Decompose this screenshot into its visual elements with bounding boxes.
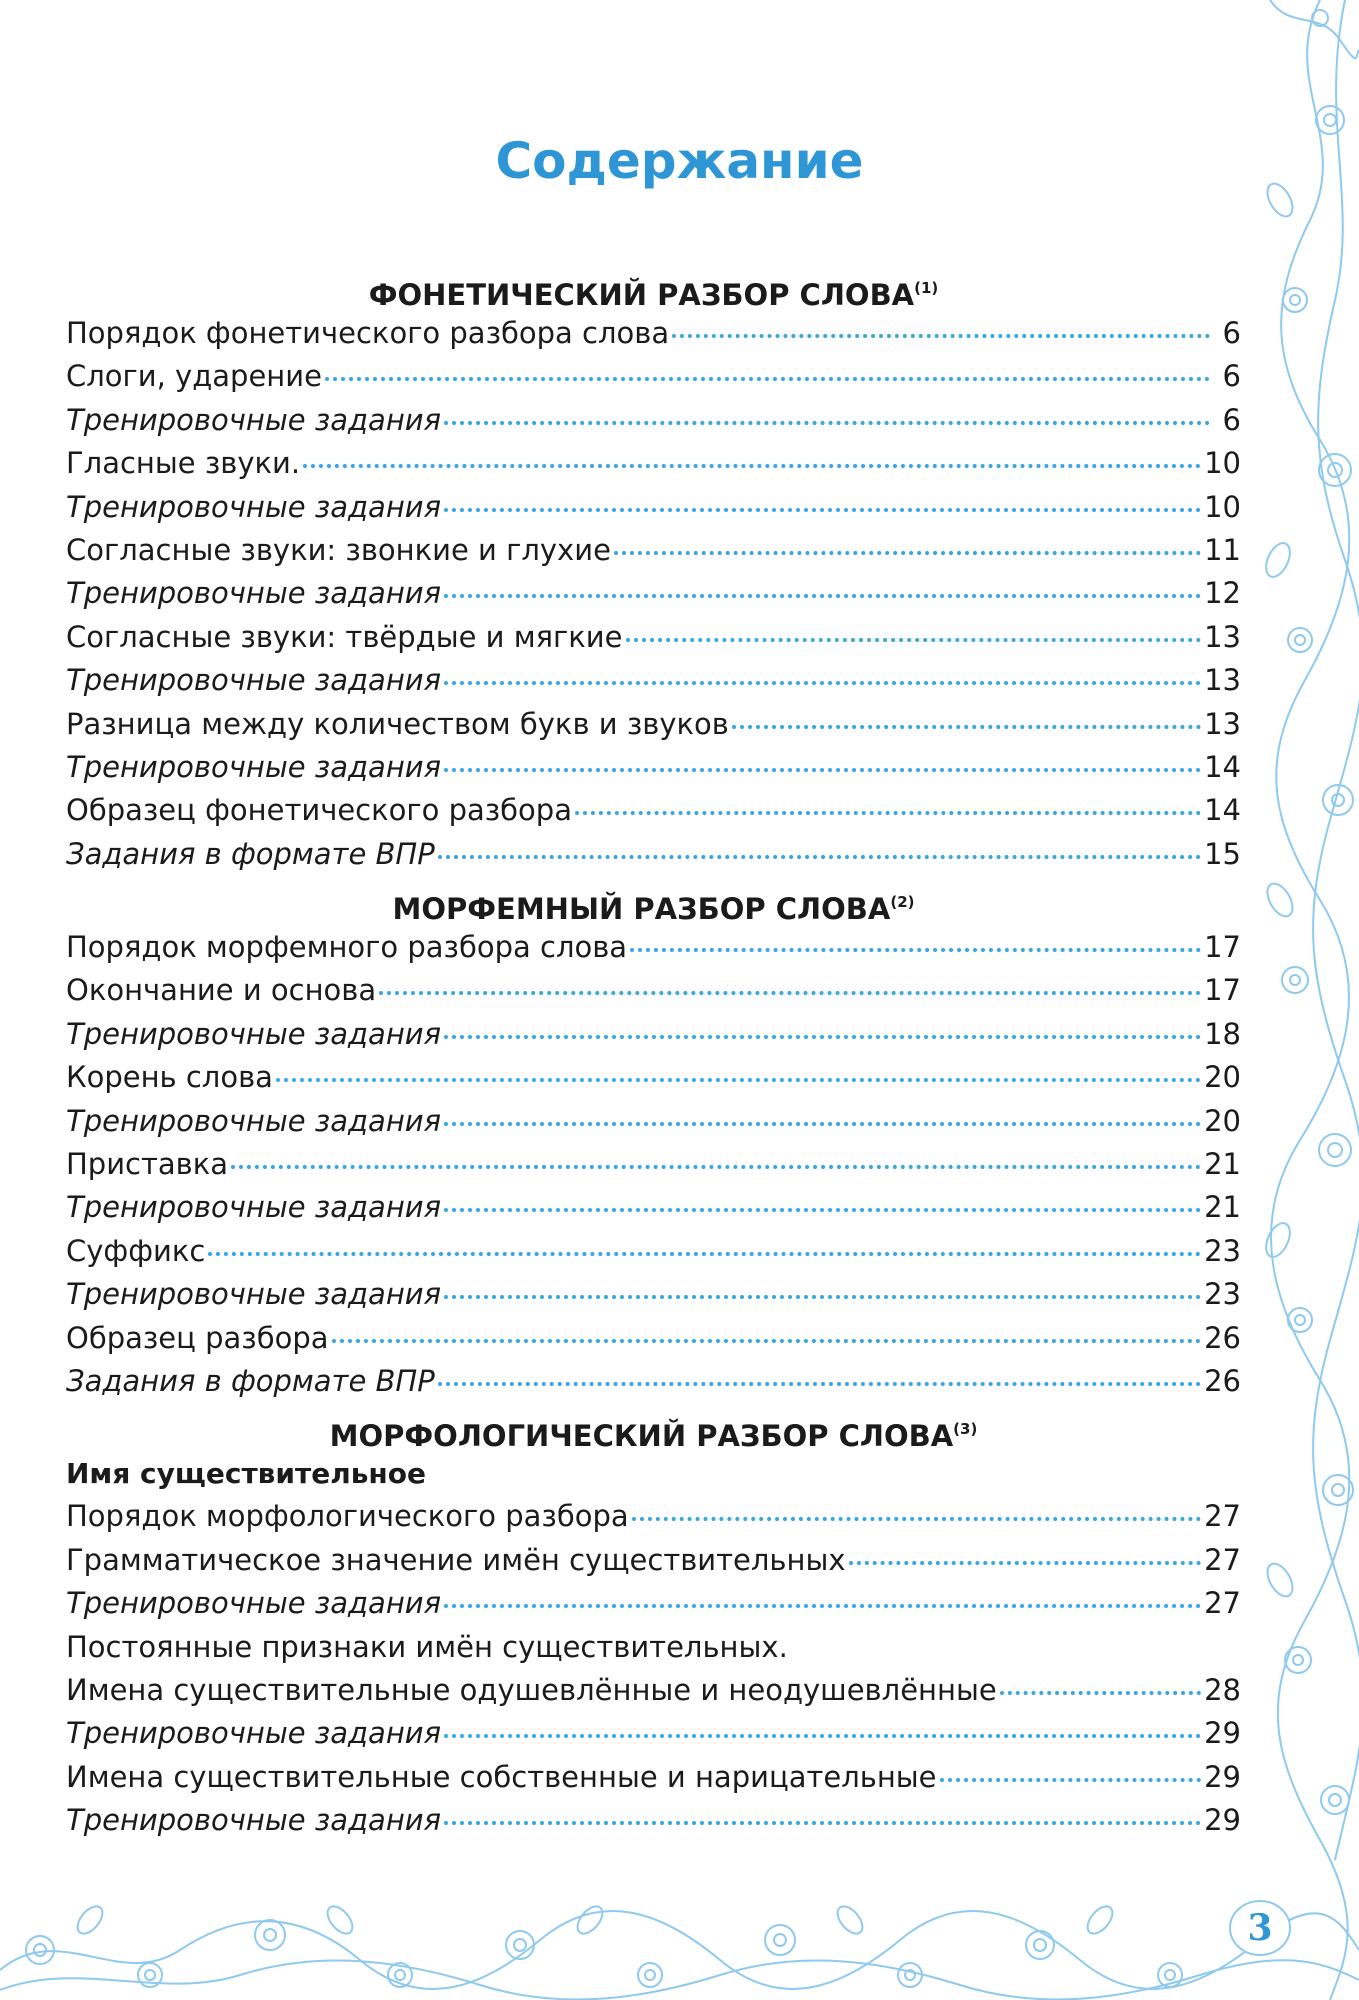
toc-entry[interactable] [66,1230,1241,1273]
footnote-marker: (2) [890,893,915,912]
toc-entry[interactable] [66,833,1241,876]
dot-leader [732,725,1201,729]
toc-entry-label: Тренировочные задания [66,1016,442,1051]
toc-entry-page: 14 [1204,749,1241,784]
toc-entry[interactable] [66,1712,1241,1755]
toc-entry-label: Тренировочные задания [66,402,442,437]
toc-entry-page: 29 [1204,1716,1241,1751]
toc-entry-page: 13 [1204,663,1241,698]
toc-entry-label: Имена существительные одушевлённые и неодушевлённые [66,1672,997,1707]
toc-entry-page: 28 [1204,1672,1241,1707]
toc-entry[interactable] [66,1626,1241,1669]
toc-entry-page: 10 [1204,489,1241,524]
page-number-badge [1222,1896,1298,1960]
toc-entry-label: Разница между количеством букв и звуков [66,706,729,741]
toc-entry[interactable] [66,1013,1241,1056]
toc-entry-label: Имена существительные собственные и нарицательные [66,1759,937,1794]
dot-leader [444,1734,1201,1738]
toc-entry[interactable] [66,399,1241,442]
toc-entry[interactable] [66,616,1241,659]
toc-entry-label: Суффикс [66,1233,206,1268]
toc-entry-page: 17 [1204,930,1241,965]
toc-entry-label: Задания в формате ВПР [66,836,435,871]
toc-entry-label: Образец разбора [66,1320,329,1355]
toc-entry-label: Согласные звуки: твёрдые и мягкие [66,619,623,654]
dot-leader [438,1382,1201,1386]
dot-leader [1000,1691,1201,1695]
dot-leader [444,594,1201,598]
toc-entry-page: 29 [1204,1759,1241,1794]
decorative-ornament-right [1250,0,1359,2000]
toc-entry-label: Постоянные признаки имён существительных. [66,1629,788,1664]
toc-entry[interactable] [66,789,1241,832]
toc-entry-label: Тренировочные задания [66,1586,442,1621]
toc-entry-page: 27 [1204,1586,1241,1621]
decorative-ornament-bottom [0,1880,1359,2000]
dot-leader [444,508,1201,512]
toc-entry-page: 15 [1204,836,1241,871]
toc-entry-label: Гласные звуки. [66,446,301,481]
toc-entry[interactable] [66,572,1241,615]
dot-leader [208,1252,1201,1256]
subsection-heading: Имя существительное [66,1457,427,1491]
toc-entry-page: 13 [1204,619,1241,654]
toc-entry-label: Тренировочные задания [66,1803,442,1838]
section-heading-text: ФОНЕТИЧЕСКИЙ РАЗБОР СЛОВА [368,278,915,312]
dot-leader [444,681,1201,685]
dot-leader [849,1561,1202,1565]
toc-entry-page: 6 [1222,402,1241,437]
toc-entry-label: Тренировочные задания [66,1716,442,1751]
toc-entry-page: 6 [1222,316,1241,350]
dot-leader [276,1078,1201,1082]
dot-leader [444,1604,1201,1608]
toc-entry-label: Окончание и основа [66,973,377,1008]
toc-entry[interactable] [66,1799,1241,1842]
toc-entry-page: 23 [1204,1277,1241,1312]
dot-leader [444,421,1210,425]
toc-entry-label: Тренировочные задания [66,576,442,611]
toc-entry[interactable] [66,1539,1241,1582]
dot-leader [332,1339,1202,1343]
dot-leader [614,551,1201,555]
toc-entry-page: 20 [1204,1103,1241,1138]
toc-entry-page: 14 [1204,793,1241,828]
toc-entry-page: 20 [1204,1060,1241,1095]
dot-leader [626,638,1202,642]
toc-entry-page: 29 [1204,1803,1241,1838]
toc-entry-label: Приставка [66,1147,229,1182]
section-heading-phonetic [66,264,1241,312]
dot-leader [231,1165,1201,1169]
toc-entry-label: Тренировочные задания [66,663,442,698]
toc-entry[interactable] [66,746,1241,789]
toc-entry-label: Образец фонетического разбора [66,793,572,828]
toc-entry-page: 27 [1204,1499,1241,1534]
toc-entry-label: Порядок морфемного разбора слова [66,930,628,965]
dot-leader [444,1821,1201,1825]
toc-entry-page: 21 [1204,1190,1241,1225]
dot-leader [444,768,1201,772]
toc-entry-page: 13 [1204,706,1241,741]
toc-entry[interactable] [66,1317,1241,1360]
toc-entry-page: 26 [1204,1363,1241,1398]
dot-leader [438,855,1201,859]
dot-leader [632,1517,1201,1521]
toc-entry-label: Корень слова [66,1060,273,1095]
toc-entry[interactable] [66,1186,1241,1229]
toc-entry[interactable] [66,1495,1241,1538]
toc-entry[interactable] [66,1669,1241,1712]
toc-entry[interactable] [66,926,1241,969]
toc-entry[interactable] [66,442,1241,485]
dot-leader [672,334,1210,338]
toc-entry-page: 23 [1204,1233,1241,1268]
toc-entry[interactable] [66,1756,1241,1799]
dot-leader [940,1778,1202,1782]
toc-entry-label: Тренировочные задания [66,1277,442,1312]
toc-entry-label: Согласные звуки: звонкие и глухие [66,532,611,567]
dot-leader [444,1208,1201,1212]
dot-leader [575,811,1201,815]
toc-entry[interactable] [66,703,1241,746]
toc-entry-label: Порядок фонетического разбора слова [66,316,670,350]
section-heading-morphemic [66,878,1241,926]
toc-entry[interactable] [66,659,1241,702]
toc-entry-label: Тренировочные задания [66,749,442,784]
section-heading-text: МОРФОЛОГИЧЕСКИЙ РАЗБОР СЛОВА [329,1419,954,1454]
dot-leader [444,1295,1201,1299]
toc-entry-page: 6 [1222,359,1241,394]
toc-entry[interactable] [66,1582,1241,1625]
toc-entry-label: Тренировочные задания [66,1103,442,1138]
footnote-marker: (1) [914,279,939,297]
page-title: Содержание [495,132,864,190]
toc-entry[interactable] [66,1143,1241,1186]
toc-entry-page: 17 [1204,973,1241,1008]
toc-entry-page: 11 [1204,532,1241,567]
toc-entry[interactable] [66,355,1241,398]
footnote-marker: (3) [953,1420,978,1439]
toc-entry[interactable] [66,1273,1241,1316]
section-heading-text: МОРФЕМНЫЙ РАЗБОР СЛОВА [392,892,891,927]
toc-entry[interactable] [66,1100,1241,1143]
toc-entry-label: Слоги, ударение [66,359,322,394]
toc-entry[interactable] [66,486,1241,529]
toc-entry-page: 12 [1204,576,1241,611]
toc-entry-page: 26 [1204,1320,1241,1355]
toc-entry-label: Тренировочные задания [66,489,442,524]
toc-entry-label: Задания в формате ВПР [66,1363,435,1398]
decorative-ornament-top [1260,0,1359,60]
dot-leader [630,948,1201,952]
toc-entry[interactable] [66,1360,1241,1403]
page-number: 3 [1247,1907,1273,1949]
section-heading-morphological [66,1405,1241,1453]
toc-entry-page: 27 [1204,1542,1241,1577]
toc-entry-page: 10 [1204,446,1241,481]
dot-leader [325,377,1210,381]
toc-entry[interactable] [66,312,1241,355]
table-of-contents [66,262,1241,1843]
toc-entry-page: 21 [1204,1147,1241,1182]
dot-leader [444,1122,1201,1126]
toc-entry-label: Грамматическое значение имён существительных [66,1542,846,1577]
toc-entry-label: Порядок морфологического разбора [66,1499,629,1534]
dot-leader [379,991,1201,995]
toc-entry[interactable] [66,969,1241,1012]
dot-leader [303,464,1201,468]
toc-entry[interactable] [66,529,1241,572]
toc-entry-page: 18 [1204,1016,1241,1051]
dot-leader [444,1035,1201,1039]
toc-entry-label: Тренировочные задания [66,1190,442,1225]
toc-entry[interactable] [66,1056,1241,1099]
